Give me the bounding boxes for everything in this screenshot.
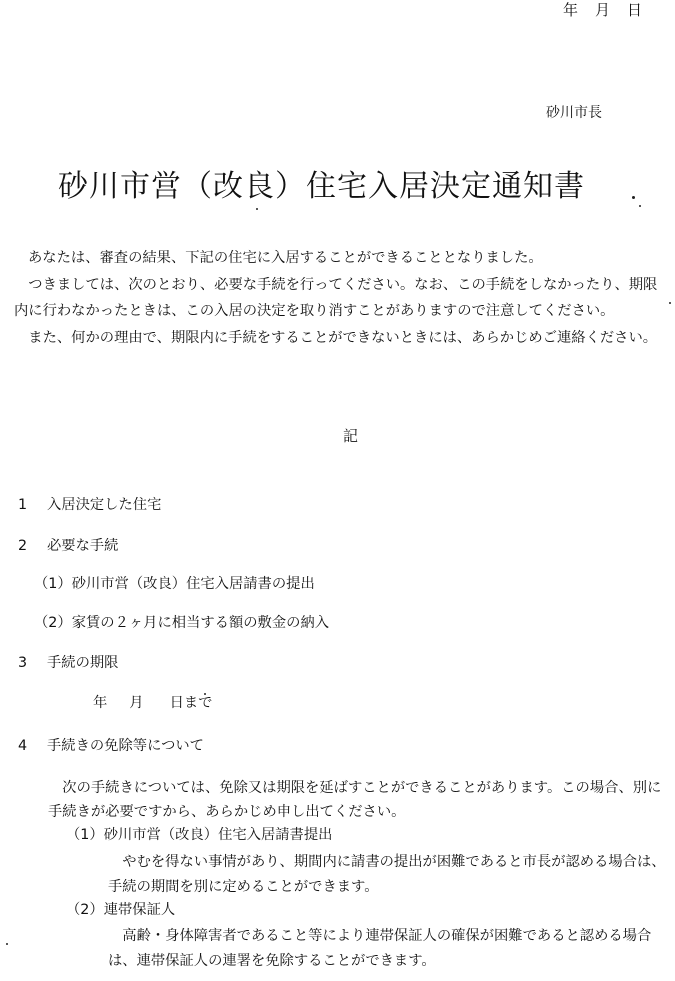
item-4-label: 手続きの免除等について — [47, 738, 204, 754]
intro-text — [14, 245, 664, 351]
sender-name: 砂川市長 — [546, 105, 602, 121]
item-2-label: 必要な手続 — [47, 538, 119, 554]
item-2-sub-1: （1）砂川市営（改良）住宅入居請書の提出 — [34, 576, 315, 592]
intro-line-1: あなたは、審査の結果、下記の住宅に入居することができることとなりました。 — [28, 250, 543, 266]
scan-speck — [632, 196, 635, 199]
item-2-number: 2 — [18, 538, 28, 554]
intro-para-2: つきましては、次のとおり、必要な手続を行ってください。なお、この手続をしなかったり、期限内に行わなかったときは、この入居の決定を取り消すことがありますので注意してください。 — [14, 276, 658, 319]
item-4-sub-1-text: やむを得ない事情があり、期間内に請書の提出が困難であると市長が認める場合は、手続の期間を別に定めることができます。 — [108, 854, 666, 895]
scan-speck — [204, 693, 206, 695]
scan-speck — [256, 208, 258, 210]
deadline-day: 日まで — [169, 695, 213, 711]
ki-heading: 記 — [343, 427, 359, 445]
deadline-line — [93, 696, 212, 710]
item-3-number: 3 — [18, 655, 28, 671]
month-mark: 月 — [595, 1, 612, 19]
deadline-year: 年 — [93, 695, 108, 711]
item-4-sub-2: （2）連帯保証人 — [66, 902, 176, 918]
item-2 — [18, 539, 118, 553]
day-mark: 日 — [627, 1, 644, 19]
item-4 — [18, 739, 204, 753]
item-2-sub-2: （2）家賃の２ヶ月に相当する額の敷金の納入 — [34, 615, 330, 631]
scan-speck — [639, 205, 641, 207]
date-line — [563, 3, 643, 18]
intro-para-3: また、何かの理由で、期限内に手続をすることができないときには、あらかじめご連絡ください。 — [14, 329, 658, 346]
document-title: 砂川市営（改良）住宅入居決定通知書 — [58, 169, 585, 204]
item-4-sub-1: （1）砂川市営（改良）住宅入居請書提出 — [66, 827, 333, 843]
item-1 — [18, 498, 161, 512]
scan-speck — [6, 943, 8, 945]
year-mark: 年 — [563, 1, 580, 19]
scan-speck — [669, 302, 671, 304]
item-3 — [18, 656, 118, 670]
item-3-label: 手続の期限 — [47, 655, 119, 671]
item-4-text: 次の手続きについては、免除又は期限を延ばすことができることがあります。この場合、別に手続きが必要ですから、あらかじめ申し出てください。 — [48, 780, 662, 820]
item-4-sub-2-text: 高齢・身体障害者であること等により連帯保証人の確保が困難であると認める場合は、連帯保証人の連署を免除することができます。 — [108, 928, 652, 969]
item-4-number: 4 — [18, 738, 28, 754]
item-1-number: 1 — [18, 497, 28, 513]
deadline-month: 月 — [129, 695, 144, 711]
item-1-label: 入居決定した住宅 — [47, 497, 162, 513]
